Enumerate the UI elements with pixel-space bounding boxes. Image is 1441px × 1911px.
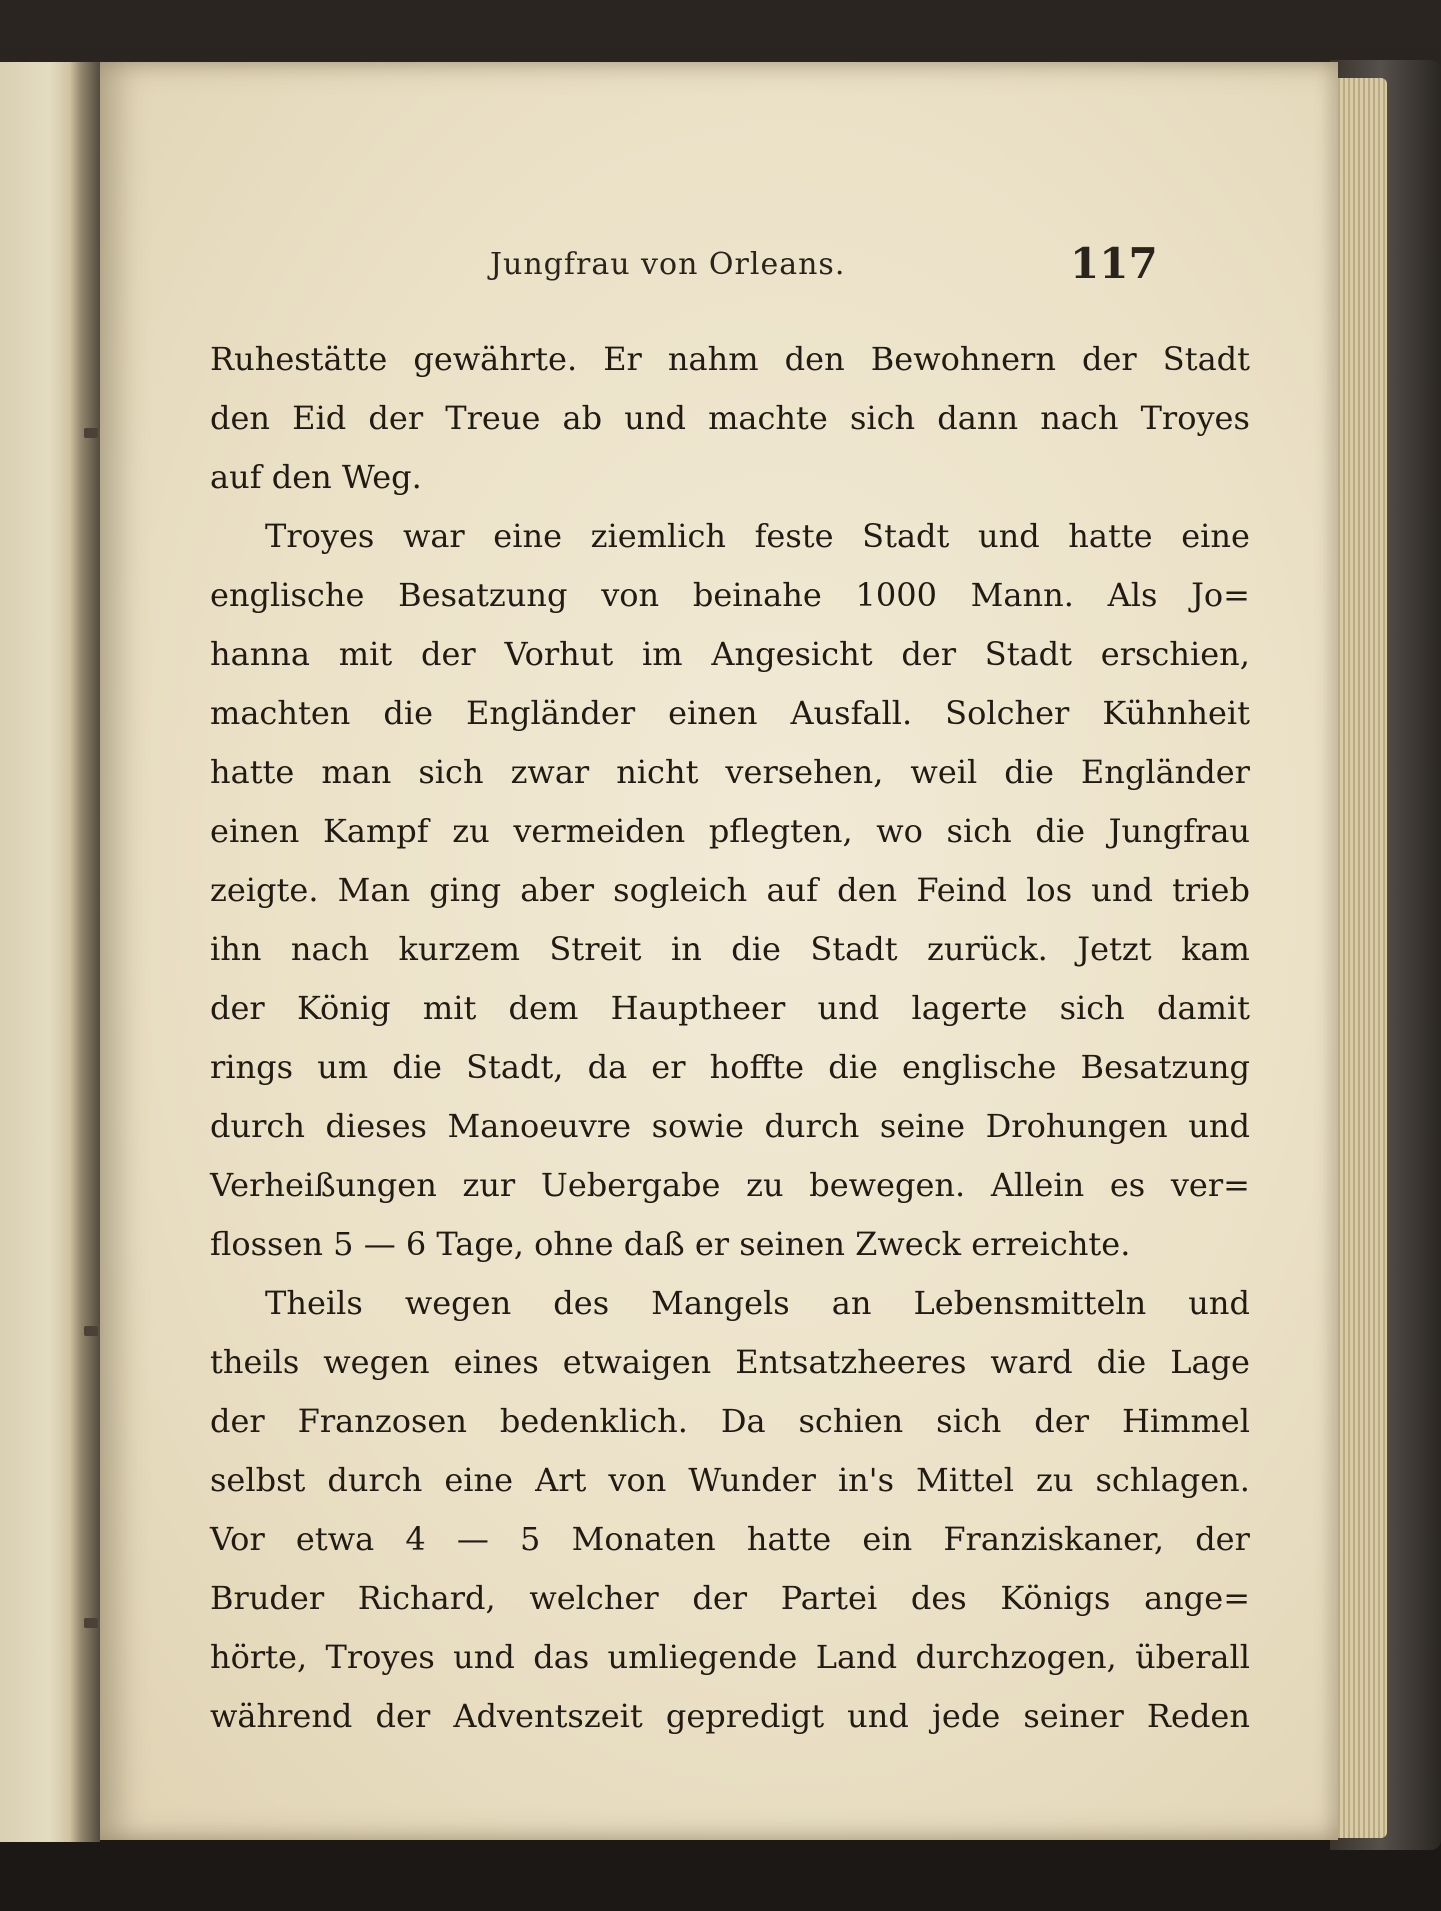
word: 4 bbox=[405, 1520, 426, 1558]
word: vermeiden bbox=[513, 812, 686, 850]
word: die bbox=[731, 930, 781, 968]
word: von bbox=[601, 576, 660, 614]
word: ange= bbox=[1144, 1579, 1250, 1617]
word: die bbox=[1035, 812, 1086, 850]
word: zu bbox=[452, 812, 490, 850]
word: der bbox=[368, 399, 424, 437]
word: Königs bbox=[1000, 1579, 1111, 1617]
word: im bbox=[642, 635, 683, 673]
word: welcher bbox=[529, 1579, 659, 1617]
word: schien bbox=[798, 1402, 904, 1440]
word: der bbox=[1034, 1402, 1090, 1440]
running-title: Jungfrau von Orleans. bbox=[490, 247, 846, 282]
word: 5 bbox=[520, 1520, 541, 1558]
word: des bbox=[910, 1579, 967, 1617]
word: zwar bbox=[510, 753, 590, 791]
word: durchzogen, bbox=[915, 1638, 1117, 1676]
word: und bbox=[817, 989, 880, 1027]
word: etwa bbox=[295, 1520, 375, 1558]
word: Lage bbox=[1170, 1343, 1250, 1381]
book-gutter bbox=[82, 62, 100, 1842]
word: Allein bbox=[990, 1166, 1085, 1204]
word: Vorhut bbox=[504, 635, 614, 673]
word: um bbox=[317, 1048, 369, 1086]
word: König bbox=[296, 989, 391, 1027]
word: durch bbox=[210, 1107, 305, 1145]
word: rings bbox=[210, 1048, 294, 1086]
word: ziemlich bbox=[590, 517, 726, 555]
word: seine bbox=[879, 1107, 966, 1145]
word: der bbox=[692, 1579, 748, 1617]
word: Feind bbox=[916, 871, 1008, 909]
word: Uebergabe bbox=[540, 1166, 721, 1204]
word: Jo= bbox=[1191, 576, 1250, 614]
word: zur bbox=[462, 1166, 516, 1204]
word: und bbox=[1188, 1284, 1250, 1322]
text-line bbox=[210, 625, 1250, 684]
word: war bbox=[402, 517, 465, 555]
word: gepredigt bbox=[665, 1697, 825, 1735]
word: der bbox=[1082, 340, 1137, 378]
word: pflegten, bbox=[708, 812, 853, 850]
word: den bbox=[210, 399, 271, 437]
word: und bbox=[977, 517, 1040, 555]
word: Franziskaner, bbox=[943, 1520, 1165, 1558]
word: er bbox=[694, 1225, 740, 1263]
word: Ausfall. bbox=[790, 694, 913, 732]
word: Adventszeit bbox=[453, 1697, 643, 1735]
word: hatte bbox=[746, 1520, 832, 1558]
word: da bbox=[587, 1048, 628, 1086]
word: überall bbox=[1135, 1638, 1250, 1676]
word: einen bbox=[210, 812, 300, 850]
text-line bbox=[210, 979, 1250, 1038]
binding-mark bbox=[84, 1326, 98, 1336]
word: Reden bbox=[1146, 1697, 1250, 1735]
word: Monaten bbox=[571, 1520, 716, 1558]
word: auf bbox=[210, 458, 272, 496]
word: Engländer bbox=[466, 694, 636, 732]
word: selbst bbox=[210, 1461, 306, 1499]
word: lagerte bbox=[911, 989, 1028, 1027]
word: aber bbox=[520, 871, 595, 909]
word: der bbox=[1195, 1520, 1250, 1558]
word: Lebensmitteln bbox=[913, 1284, 1147, 1322]
text-line bbox=[210, 1392, 1250, 1451]
word: englische bbox=[902, 1048, 1057, 1086]
word: in's bbox=[837, 1461, 894, 1499]
word: umliegende bbox=[607, 1638, 798, 1676]
word: Vor bbox=[210, 1520, 265, 1558]
word: zeigte. bbox=[210, 871, 319, 909]
word: ohne bbox=[534, 1225, 624, 1263]
word: Jetzt bbox=[1077, 930, 1152, 968]
word: — bbox=[456, 1520, 489, 1558]
text-line bbox=[210, 1628, 1250, 1687]
word: weil bbox=[910, 753, 978, 791]
word: Besatzung bbox=[1080, 1048, 1250, 1086]
word: Da bbox=[720, 1402, 766, 1440]
word: Theils bbox=[265, 1284, 363, 1322]
word: Hauptheer bbox=[610, 989, 786, 1027]
word: er bbox=[651, 1048, 686, 1086]
word: seinen bbox=[739, 1225, 856, 1263]
word: machte bbox=[708, 399, 828, 437]
word: Stadt, bbox=[466, 1048, 564, 1086]
word: des bbox=[553, 1284, 610, 1322]
word: Kühnheit bbox=[1102, 694, 1250, 732]
word: einen bbox=[668, 694, 758, 732]
word: etwaigen bbox=[562, 1343, 712, 1381]
word: beinahe bbox=[692, 576, 822, 614]
word: Stadt bbox=[810, 930, 898, 968]
word: sich bbox=[946, 812, 1012, 850]
word: die bbox=[1096, 1343, 1147, 1381]
word: sowie bbox=[651, 1107, 744, 1145]
word: 5 bbox=[333, 1225, 364, 1263]
word: Angesicht bbox=[711, 635, 873, 673]
word: versehen, bbox=[725, 753, 884, 791]
word: Drohungen bbox=[985, 1107, 1168, 1145]
text-line bbox=[210, 920, 1250, 979]
page-header bbox=[100, 239, 1338, 297]
left-page-edge bbox=[0, 62, 82, 1842]
word: erschien, bbox=[1100, 635, 1250, 673]
text-line bbox=[210, 1569, 1250, 1628]
word: Mangels bbox=[651, 1284, 790, 1322]
word: Wunder bbox=[688, 1461, 816, 1499]
word: hatte bbox=[210, 753, 295, 791]
word: Partei bbox=[780, 1579, 878, 1617]
word: und bbox=[453, 1638, 515, 1676]
word: Bewohnern bbox=[870, 340, 1056, 378]
word: und bbox=[847, 1697, 909, 1735]
word: Man bbox=[337, 871, 411, 909]
word: die bbox=[828, 1048, 878, 1086]
word: Stadt bbox=[1162, 340, 1250, 378]
word: es bbox=[1109, 1166, 1146, 1204]
word: Troyes bbox=[265, 517, 375, 555]
word: sich bbox=[936, 1402, 1002, 1440]
word: eines bbox=[453, 1343, 539, 1381]
word: während bbox=[210, 1697, 353, 1735]
word: Treue bbox=[445, 399, 541, 437]
word: feste bbox=[754, 517, 834, 555]
word: Weg. bbox=[341, 458, 422, 496]
word: zu bbox=[1035, 1461, 1074, 1499]
text-line bbox=[210, 566, 1250, 625]
word: sich bbox=[418, 753, 484, 791]
word: Art bbox=[535, 1461, 587, 1499]
word: wegen bbox=[404, 1284, 512, 1322]
word: dieses bbox=[325, 1107, 427, 1145]
word: kurzem bbox=[398, 930, 520, 968]
word: 1000 bbox=[855, 576, 937, 614]
word: an bbox=[831, 1284, 872, 1322]
word: man bbox=[321, 753, 392, 791]
word: englische bbox=[210, 576, 365, 614]
word: bedenklich. bbox=[499, 1402, 688, 1440]
text-line bbox=[210, 861, 1250, 920]
word: nach bbox=[1040, 399, 1119, 437]
word: hörte, bbox=[210, 1638, 308, 1676]
word: das bbox=[533, 1638, 590, 1676]
word: Engländer bbox=[1080, 753, 1250, 791]
word: nicht bbox=[616, 753, 699, 791]
word: der bbox=[901, 635, 957, 673]
word: Franzosen bbox=[297, 1402, 467, 1440]
word: flossen bbox=[210, 1225, 334, 1263]
word: ab bbox=[562, 399, 603, 437]
word: zu bbox=[746, 1166, 784, 1204]
word: wo bbox=[876, 812, 923, 850]
text-line bbox=[210, 1274, 1250, 1333]
word: ward bbox=[990, 1343, 1073, 1381]
page-number: 117 bbox=[1070, 239, 1158, 288]
word: Solcher bbox=[945, 694, 1070, 732]
word: sogleich bbox=[613, 871, 748, 909]
word: Streit bbox=[549, 930, 642, 968]
word: Richard, bbox=[357, 1579, 496, 1617]
word: der bbox=[210, 1402, 265, 1440]
word: ging bbox=[429, 871, 502, 909]
text-line bbox=[210, 330, 1250, 389]
word: dann bbox=[937, 399, 1019, 437]
word: jede bbox=[931, 1697, 1001, 1735]
word: ver= bbox=[1170, 1166, 1250, 1204]
word: seiner bbox=[1023, 1697, 1124, 1735]
word: zurück. bbox=[926, 930, 1048, 968]
text-line bbox=[210, 1156, 1250, 1215]
word: los bbox=[1026, 871, 1073, 909]
word: Entsatzheeres bbox=[735, 1343, 967, 1381]
word: Ruhestätte bbox=[210, 340, 388, 378]
word: die bbox=[392, 1048, 442, 1086]
word: mit bbox=[422, 989, 477, 1027]
word: und bbox=[624, 399, 686, 437]
word: eine bbox=[444, 1461, 514, 1499]
binding-mark bbox=[84, 1618, 98, 1628]
word: hatte bbox=[1068, 517, 1153, 555]
body-text bbox=[210, 330, 1250, 1746]
word: Stadt bbox=[984, 635, 1072, 673]
word: nahm bbox=[667, 340, 759, 378]
word: sich bbox=[849, 399, 916, 437]
text-line bbox=[210, 507, 1250, 566]
text-line bbox=[210, 389, 1250, 448]
word: Besatzung bbox=[398, 576, 568, 614]
word: und bbox=[1188, 1107, 1250, 1145]
word: durch bbox=[327, 1461, 423, 1499]
word: auf bbox=[766, 871, 818, 909]
word: die bbox=[1004, 753, 1054, 791]
word: Troyes bbox=[325, 1638, 435, 1676]
text-line bbox=[210, 1451, 1250, 1510]
page-stack-edge bbox=[1335, 78, 1387, 1838]
word: durch bbox=[764, 1107, 860, 1145]
word: — bbox=[363, 1225, 406, 1263]
word: bewegen. bbox=[809, 1166, 966, 1204]
word: Bruder bbox=[210, 1579, 325, 1617]
word: Mann. bbox=[970, 576, 1074, 614]
word: sich bbox=[1059, 989, 1125, 1027]
word: Als bbox=[1107, 576, 1158, 614]
text-line bbox=[210, 448, 1250, 507]
binding-mark bbox=[84, 428, 98, 438]
word: der bbox=[375, 1697, 431, 1735]
word: Verheißungen bbox=[210, 1166, 437, 1204]
word: mit bbox=[338, 635, 393, 673]
word: trieb bbox=[1172, 871, 1250, 909]
word: Er bbox=[603, 340, 642, 378]
word: Kampf bbox=[322, 812, 429, 850]
word: kam bbox=[1181, 930, 1250, 968]
word: dem bbox=[508, 989, 579, 1027]
word: hanna bbox=[210, 635, 310, 673]
word: Jungfrau bbox=[1108, 812, 1250, 850]
word: Zweck bbox=[855, 1225, 972, 1263]
word: ihn bbox=[210, 930, 262, 968]
word: damit bbox=[1157, 989, 1250, 1027]
word: eine bbox=[493, 517, 563, 555]
word: machten bbox=[210, 694, 351, 732]
word: 6 bbox=[405, 1225, 437, 1263]
word: wegen bbox=[323, 1343, 430, 1381]
word: Troyes bbox=[1140, 399, 1250, 437]
word: Himmel bbox=[1121, 1402, 1250, 1440]
text-line bbox=[210, 802, 1250, 861]
word: der bbox=[420, 635, 476, 673]
word: die bbox=[383, 694, 434, 732]
word: Land bbox=[815, 1638, 898, 1676]
text-line bbox=[210, 1687, 1250, 1746]
word: Stadt bbox=[862, 517, 950, 555]
word: Tage, bbox=[436, 1225, 535, 1263]
word: schlagen. bbox=[1095, 1461, 1250, 1499]
word: Eid bbox=[292, 399, 347, 437]
word: den bbox=[837, 871, 898, 909]
word: eine bbox=[1181, 517, 1250, 555]
word: Mittel bbox=[916, 1461, 1014, 1499]
word: gewährte. bbox=[413, 340, 578, 378]
word: den bbox=[784, 340, 845, 378]
text-line bbox=[210, 1510, 1250, 1569]
word: daß bbox=[623, 1225, 695, 1263]
word: ein bbox=[862, 1520, 913, 1558]
word: nach bbox=[290, 930, 370, 968]
word: Manoeuvre bbox=[447, 1107, 632, 1145]
text-line bbox=[210, 1097, 1250, 1156]
word: und bbox=[1091, 871, 1153, 909]
word: in bbox=[670, 930, 702, 968]
word: theils bbox=[210, 1343, 300, 1381]
word: von bbox=[608, 1461, 667, 1499]
text-line bbox=[210, 1215, 1250, 1274]
word: hoffte bbox=[709, 1048, 805, 1086]
text-line bbox=[210, 684, 1250, 743]
word: der bbox=[210, 989, 265, 1027]
word: erreichte. bbox=[971, 1225, 1131, 1263]
word: den bbox=[271, 458, 342, 496]
text-line bbox=[210, 1038, 1250, 1097]
text-line bbox=[210, 743, 1250, 802]
text-line bbox=[210, 1333, 1250, 1392]
book-page bbox=[100, 62, 1338, 1840]
